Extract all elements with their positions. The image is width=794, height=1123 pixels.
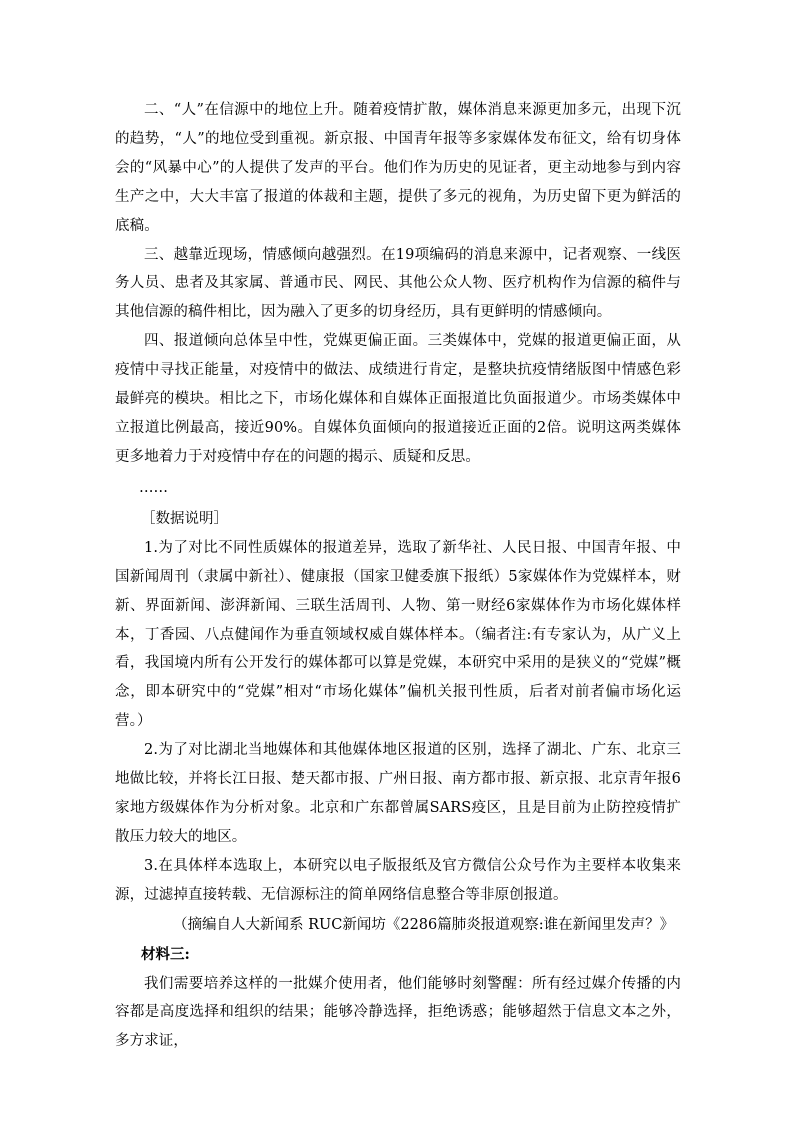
data-note-three: 3.在具体样本选取上，本研究以电子版报纸及官方微信公众号作为主要样本收集来源，过滤掉直接转载、无信源标注的简单网络信息整合等非原创报道。	[115, 857, 681, 903]
source-citation: （摘编自人大新闻系 RUC新闻坊《2286篇肺炎报道观察:谁在新闻里发声？》	[173, 916, 675, 933]
paragraph-point-two: 二、“人”在信源中的地位上升。随着疫情扩散，媒体消息来源更加多元，出现下沉的趋势，“人”的地位受到重视。新京报、中国青年报等多家媒体发布征文，给有切身体会的“风暴中心”的人提供了发声的平台。他们作为历史的见证者，更主动地参与到内容生产之中，大大丰富了报道的体裁和主题，提供了多元的视角，为历史留下更为鲜活的底稿。	[115, 102, 681, 234]
material-three-paragraph: 我们需要培养这样的一批媒介使用者，他们能够时刻警醒：所有经过媒介传播的内容都是高度选择和组织的结果；能够冷静选择，拒绝诱惑；能够超然于信息文本之外，多方求证，	[115, 975, 681, 1050]
document-page	[115, 96, 681, 1056]
data-note-one: 1.为了对比不同性质媒体的报道差异，选取了新华社、人民日报、中国青年报、中国新闻周刊（隶属中新社）、健康报（国家卫健委旗下报纸）5家媒体作为党媒样本，财新、界面新闻、澎湃新闻、三联生活周刊、人物、第一财经6家媒体作为市场化媒体样本，丁香园、八点健闻作为垂直领域权威自媒体样本。（编者注:有专家认为，从广义上看，我国境内所有公开发行的媒体都可以算是党媒，本研究中采用的是狭义的“党媒”概念，即本研究中的“党媒”相对“市场化媒体”偏机关报刊性质，后者对前者偏市场化运营。）	[115, 539, 681, 730]
ellipsis-text: ……	[139, 479, 168, 496]
paragraph-point-four: 四、报道倾向总体呈中性，党媒更偏正面。三类媒体中，党媒的报道更偏正面，从疫情中寻找正能量，对疫情中的做法、成绩进行肯定，是整块抗疫情绪版图中情感色彩最鲜亮的模块。相比之下，市场化媒体和自媒体正面报道比负面报道少。市场类媒体中立报道比例最高，接近90%。自媒体负面倾向的报道接近正面的2倍。说明这两类媒体更多地着力于对疫情中存在的问题的揭示、质疑和反思。	[115, 333, 681, 465]
material-three-heading: 材料三:	[141, 945, 190, 963]
paragraph-point-three: 三、越靠近现场，情感倾向越强烈。在19项编码的消息来源中，记者观察、一线医务人员、患者及其家属、普通市民、网民、其他公众人物、医疗机构作为信源的稿件与其他信源的稿件相比，因为融入了更多的切身经历，具有更鲜明的情感倾向。	[115, 246, 681, 321]
data-note-two: 2.为了对比湖北当地媒体和其他媒体地区报道的区别，选择了湖北、广东、北京三地做比较，并将长江日报、楚天都市报、广州日报、南方都市报、新京报、北京青年报6家地方级媒体作为分析对象。北京和广东都曾属SARS疫区，且是目前为止防控疫情扩散压力较大的地区。	[115, 742, 681, 845]
data-explanation-label: ［数据说明］	[141, 510, 228, 527]
